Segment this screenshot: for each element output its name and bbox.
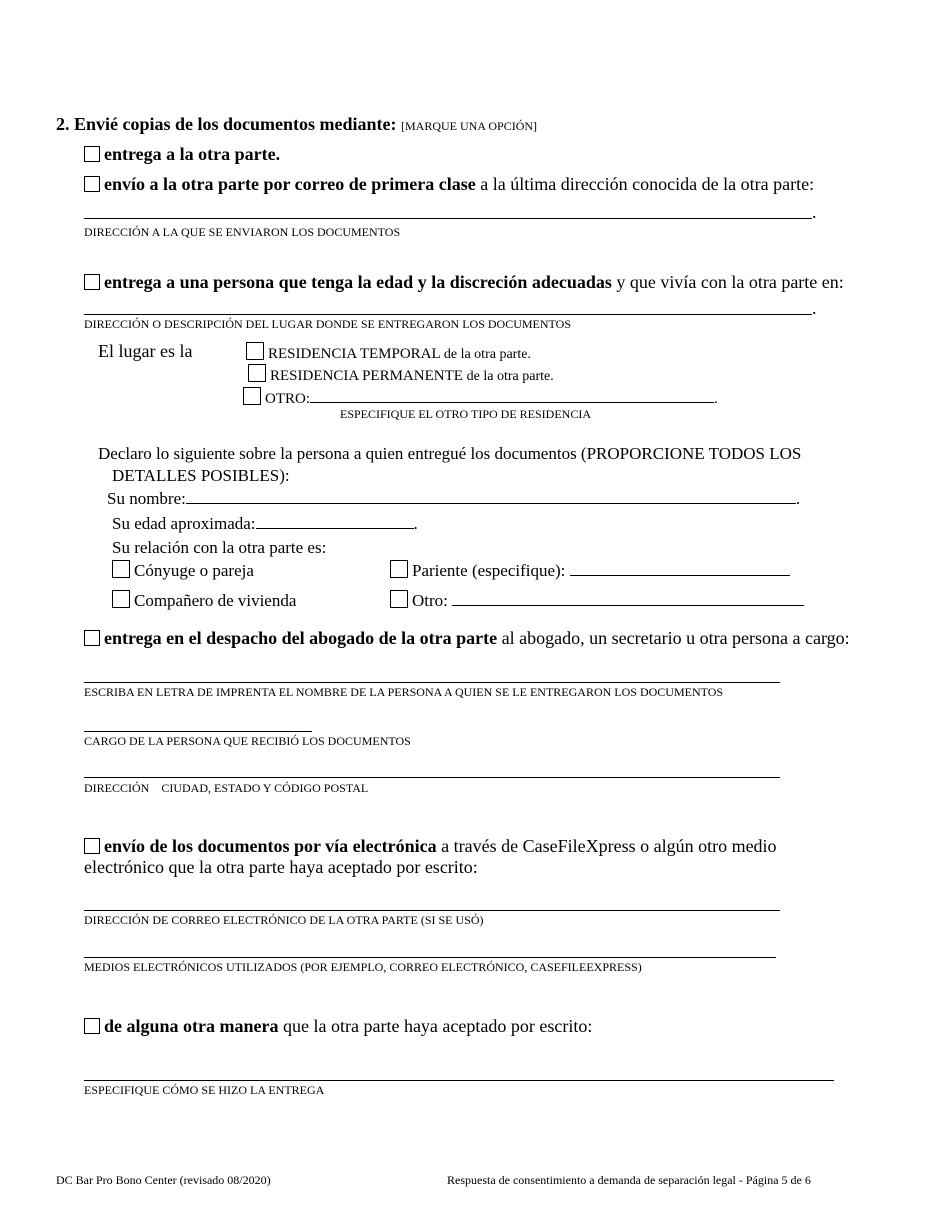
temporary-residence-rest: de la otra parte. [443,347,531,362]
electronic-email-line[interactable] [84,910,780,911]
mail-address-caption: DIRECCIÓN A LA QUE SE ENVIARON LOS DOCUMENTOS [84,225,401,239]
mail-label-rest: a la última dirección conocida de la otra parte: [480,174,815,194]
other-relation-label: Otro: [412,591,448,610]
other-relation-checkbox[interactable] [390,590,408,608]
electronic-line-2: electrónico que la otra parte haya aceptado por escrito: [84,857,478,877]
relation-spouse [112,560,254,581]
electronic-means-line[interactable] [84,957,776,958]
residence-temporary [246,342,531,363]
permanent-residence-caps: RESIDENCIA PERMANENTE [270,368,463,384]
age-field[interactable] [256,528,414,529]
residence-other: OTRO: . [243,387,718,408]
other-residence-field[interactable] [310,402,714,403]
age-label: Su edad aproximada: [112,514,256,533]
other-manner-caption: ESPECIFIQUE CÓMO SE HIZO LA ENTREGA [84,1083,325,1097]
attorney-title-caption: CARGO DE LA PERSONA QUE RECIBIÓ LOS DOCUMENTOS [84,734,411,748]
electronic-checkbox[interactable] [84,838,100,854]
mail-line-period: . [812,202,817,222]
attorney-address-line[interactable] [84,777,780,778]
age-row: Su edad aproximada: . [112,514,418,533]
other-manner-label-bold: de alguna otra manera [104,1016,279,1036]
spouse-label: Cónyuge o pareja [134,561,254,580]
relation-label: Su relación con la otra parte es: [112,538,327,557]
attorney-title-line[interactable] [84,731,312,732]
electronic-label-rest: a través de CaseFileXpress o algún otro medio [441,836,777,856]
attorney-label-bold: entrega en el despacho del abogado de la otra parte [104,628,498,648]
attorney-address-caption: DIRECCIÓN CIUDAD, ESTADO Y CÓDIGO POSTAL [84,781,369,795]
attorney-label-rest: al abogado, un secretario u otra persona a cargo: [501,628,850,648]
relation-roommate [112,590,296,611]
option-suitable-person [84,272,844,293]
relative-label: Pariente (especifique): [412,561,566,580]
suitable-person-checkbox[interactable] [84,274,100,290]
attorney-checkbox[interactable] [84,630,100,646]
suitable-person-address-line[interactable] [84,314,812,315]
heading-text: 2. Envié copias de los documentos mediante: [56,114,397,134]
other-manner-checkbox[interactable] [84,1018,100,1034]
relation-other [390,590,804,611]
name-field[interactable] [186,503,796,504]
mail-label-bold: envío a la otra parte por correo de primera clase [104,174,476,194]
heading-instruction: [MARQUE UNA OPCIÓN] [401,119,538,133]
option-mail [84,174,814,195]
declare-line-2: DETALLES POSIBLES): [112,466,290,485]
other-relation-field[interactable] [452,605,804,606]
other-residence-caption: ESPECIFIQUE EL OTRO TIPO DE RESIDENCIA [340,407,591,421]
permanent-residence-rest: de la otra parte. [466,369,554,384]
suitable-line-period: . [812,298,817,318]
personal-checkbox[interactable] [84,146,100,162]
declare-line-1: Declaro lo siguiente sobre la persona a quien entregué los documentos (PROPORCIONE TODOS LOS [98,444,802,463]
attorney-name-line[interactable] [84,682,780,683]
relative-checkbox[interactable] [390,560,408,578]
spouse-checkbox[interactable] [112,560,130,578]
roommate-checkbox[interactable] [112,590,130,608]
option-personal [84,144,280,165]
suitable-person-caption: DIRECCIÓN O DESCRIPCIÓN DEL LUGAR DONDE SE ENTREGARON LOS DOCUMENTOS [84,317,572,331]
mail-address-line[interactable] [84,218,812,219]
suitable-person-label-bold: entrega a una persona que tenga la edad y la discreción adecuadas [104,272,612,292]
residence-permanent [248,364,554,385]
temporary-residence-caps: RESIDENCIA TEMPORAL [268,346,441,362]
mail-checkbox[interactable] [84,176,100,192]
electronic-email-caption: DIRECCIÓN DE CORREO ELECTRÓNICO DE LA OTRA PARTE (SI SE USÓ) [84,913,484,927]
electronic-label-bold: envío de los documentos por vía electrónica [104,836,437,856]
name-label: Su nombre: [107,489,186,508]
other-manner-label-rest: que la otra parte haya aceptado por escrito: [283,1016,593,1036]
suitable-person-label-rest: y que vivía con la otra parte en: [616,272,844,292]
option-attorney [84,628,850,649]
attorney-name-caption: ESCRIBA EN LETRA DE IMPRENTA EL NOMBRE DE LA PERSONA A QUIEN SE LE ENTREGARON LOS DOCUMENTOS [84,685,724,699]
footer-right: Respuesta de consentimiento a demanda de separación legal - Página 5 de 6 [447,1173,811,1187]
section-heading [56,114,537,135]
option-electronic [84,836,777,857]
permanent-residence-checkbox[interactable] [248,364,266,382]
relative-field[interactable] [570,575,790,576]
other-manner-line[interactable] [84,1080,834,1081]
temporary-residence-checkbox[interactable] [246,342,264,360]
footer-left: DC Bar Pro Bono Center (revisado 08/2020) [56,1173,271,1187]
personal-label: entrega a la otra parte. [104,144,281,164]
place-label: El lugar es la [98,341,193,361]
other-residence-label: OTRO: [265,391,310,407]
relation-relative [390,560,790,581]
name-row: Su nombre: . [107,489,801,508]
electronic-means-caption: MEDIOS ELECTRÓNICOS UTILIZADOS (POR EJEMPLO, CORREO ELECTRÓNICO, CASEFILEEXPRESS) [84,960,642,974]
roommate-label: Compañero de vivienda [134,591,297,610]
other-residence-checkbox[interactable] [243,387,261,405]
option-other-manner [84,1016,592,1037]
